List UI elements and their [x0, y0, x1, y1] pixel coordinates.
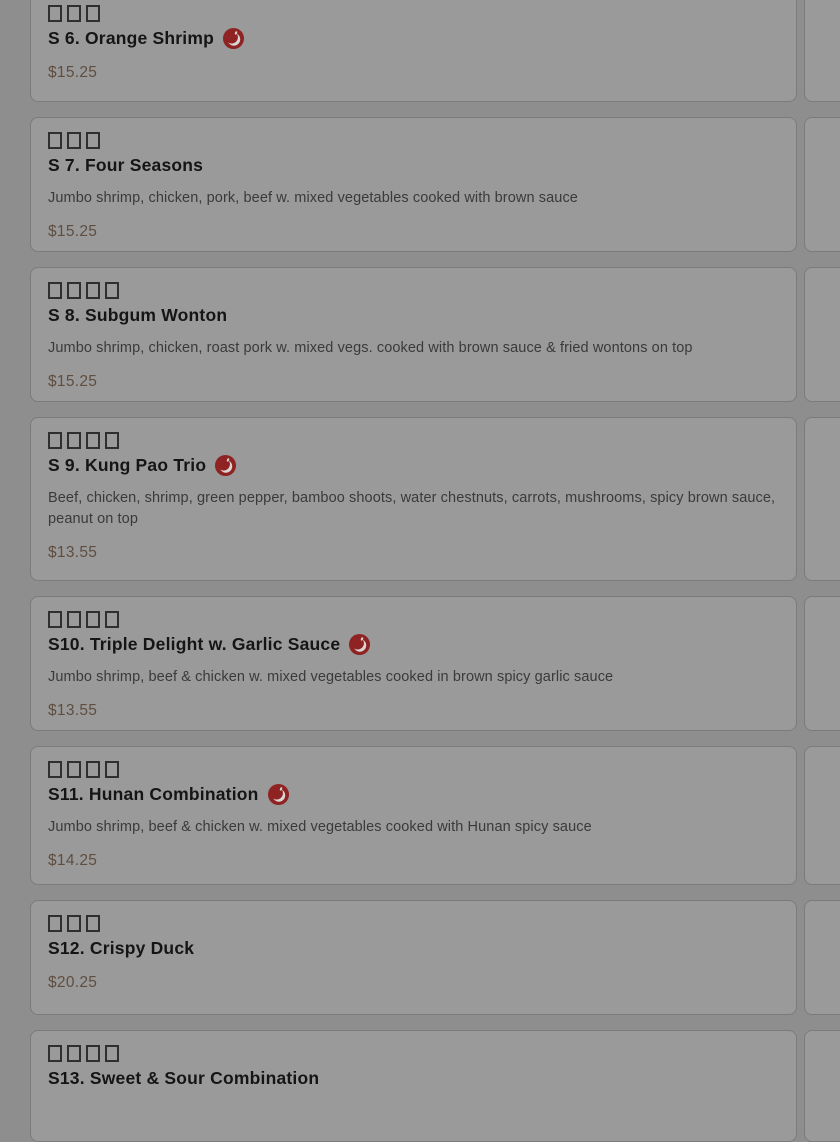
- item-name: S12. Crispy Duck: [48, 938, 195, 958]
- cjk-tofu-glyph: [86, 761, 100, 778]
- menu-item-card-offscreen[interactable]: [804, 0, 840, 102]
- item-name: S 6. Orange Shrimp: [48, 28, 215, 48]
- item-chinese-name-placeholder: [48, 431, 779, 450]
- menu-item-card-offscreen[interactable]: [804, 900, 840, 1015]
- cjk-tofu-glyph: [67, 761, 81, 778]
- cjk-tofu-glyph: [48, 915, 62, 932]
- item-chinese-name-placeholder: [48, 914, 779, 933]
- item-price: $15.25: [48, 64, 98, 81]
- item-name: S 8. Subgum Wonton: [48, 305, 228, 325]
- menu-item-list: [30, 0, 840, 1142]
- menu-item-card-offscreen[interactable]: [804, 417, 840, 581]
- item-chinese-name-placeholder: [48, 610, 779, 629]
- menu-item-card[interactable]: [30, 117, 797, 252]
- item-chinese-name-placeholder: [48, 1044, 779, 1063]
- item-description: Jumbo shrimp, chicken, roast pork w. mixed vegs. cooked with brown sauce & fried wontons on top: [48, 340, 693, 356]
- cjk-tofu-glyph: [105, 282, 119, 299]
- item-chinese-name-placeholder: [48, 281, 779, 300]
- item-title-row: [48, 1066, 779, 1090]
- cjk-tofu-glyph: [105, 761, 119, 778]
- cjk-tofu-glyph: [67, 282, 81, 299]
- item-price: $15.25: [48, 223, 98, 240]
- item-price: $13.55: [48, 544, 98, 561]
- cjk-tofu-glyph: [105, 611, 119, 628]
- item-description: Beef, chicken, shrimp, green pepper, bamboo shoots, water chestnuts, carrots, mushrooms, spicy brown sauce, peanut on top: [48, 490, 776, 527]
- item-price: $14.25: [48, 852, 98, 869]
- cjk-tofu-glyph: [86, 5, 100, 22]
- menu-item-card[interactable]: [30, 267, 797, 402]
- cjk-tofu-glyph: [48, 1045, 62, 1062]
- item-title-row: [48, 153, 779, 177]
- cjk-tofu-glyph: [48, 5, 62, 22]
- cjk-tofu-glyph: [86, 432, 100, 449]
- item-price: $20.25: [48, 974, 98, 991]
- menu-item-card-offscreen[interactable]: [804, 117, 840, 252]
- menu-item-card[interactable]: [30, 0, 797, 102]
- menu-item-card[interactable]: [30, 596, 797, 731]
- menu-item-card[interactable]: [30, 417, 797, 581]
- cjk-tofu-glyph: [67, 432, 81, 449]
- item-name: S10. Triple Delight w. Garlic Sauce: [48, 634, 341, 654]
- cjk-tofu-glyph: [86, 282, 100, 299]
- item-price: $15.25: [48, 373, 98, 390]
- menu-item-card-offscreen[interactable]: [804, 746, 840, 885]
- menu-item-card[interactable]: [30, 746, 797, 885]
- cjk-tofu-glyph: [86, 611, 100, 628]
- cjk-tofu-glyph: [48, 432, 62, 449]
- item-description: Jumbo shrimp, beef & chicken w. mixed vegetables cooked with Hunan spicy sauce: [48, 819, 592, 835]
- spicy-pepper-icon: [214, 454, 237, 477]
- menu-item-card-offscreen[interactable]: [804, 267, 840, 402]
- cjk-tofu-glyph: [67, 915, 81, 932]
- cjk-tofu-glyph: [105, 432, 119, 449]
- item-name: S11. Hunan Combination: [48, 784, 259, 804]
- item-price: $13.55: [48, 702, 98, 719]
- cjk-tofu-glyph: [86, 1045, 100, 1062]
- item-description: Jumbo shrimp, beef & chicken w. mixed vegetables cooked in brown spicy garlic sauce: [48, 669, 614, 685]
- cjk-tofu-glyph: [105, 1045, 119, 1062]
- item-title-row: [48, 26, 779, 50]
- cjk-tofu-glyph: [67, 132, 81, 149]
- spicy-pepper-icon: [222, 27, 245, 50]
- item-chinese-name-placeholder: [48, 4, 779, 23]
- menu-item-card[interactable]: [30, 1030, 797, 1142]
- item-chinese-name-placeholder: [48, 760, 779, 779]
- menu-item-card[interactable]: [30, 900, 797, 1015]
- spicy-pepper-icon: [267, 783, 290, 806]
- item-name: S13. Sweet & Sour Combination: [48, 1068, 320, 1088]
- cjk-tofu-glyph: [67, 611, 81, 628]
- spicy-pepper-icon: [348, 633, 371, 656]
- item-title-row: [48, 782, 779, 806]
- cjk-tofu-glyph: [86, 132, 100, 149]
- item-title-row: [48, 453, 779, 477]
- item-name: S 9. Kung Pao Trio: [48, 455, 207, 475]
- cjk-tofu-glyph: [48, 132, 62, 149]
- cjk-tofu-glyph: [48, 761, 62, 778]
- cjk-tofu-glyph: [67, 5, 81, 22]
- item-name: S 7. Four Seasons: [48, 155, 204, 175]
- item-chinese-name-placeholder: [48, 131, 779, 150]
- cjk-tofu-glyph: [86, 915, 100, 932]
- item-title-row: [48, 632, 779, 656]
- menu-item-card-offscreen[interactable]: [804, 1030, 840, 1142]
- menu-item-card-offscreen[interactable]: [804, 596, 840, 731]
- cjk-tofu-glyph: [67, 1045, 81, 1062]
- item-title-row: [48, 936, 779, 960]
- cjk-tofu-glyph: [48, 282, 62, 299]
- item-title-row: [48, 303, 779, 327]
- cjk-tofu-glyph: [48, 611, 62, 628]
- item-description: Jumbo shrimp, chicken, pork, beef w. mixed vegetables cooked with brown sauce: [48, 190, 578, 206]
